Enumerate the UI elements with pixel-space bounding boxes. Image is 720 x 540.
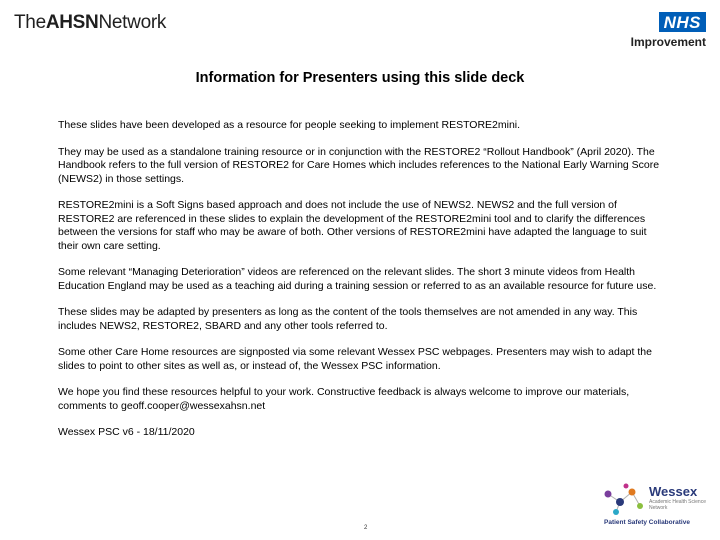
- paragraph-intro: These slides have been developed as a resource for people seeking to implement RESTORE2mini.: [58, 119, 521, 131]
- ahsn-network-logo: [14, 12, 166, 34]
- paragraph-usage: They may be used as a standalone training resource or in conjunction with the RESTORE2 “Rollout Handbook” (April 2020). The Handbook refers to the full version of RESTORE2 for Care Homes which includes references to the National Early Warning Score (NEWS2) in those settings.: [58, 145, 660, 185]
- wessex-logo-subtitle: Academic Health Science Network: [649, 499, 706, 511]
- nhs-improvement-logo: [610, 12, 706, 49]
- ahsn-logo-ahsn: AHSN: [45, 12, 99, 33]
- paragraph-adaptation: These slides may be adapted by presenters as long as the content of the tools themselves are not amended in any way. This includes NEWS2, RESTORE2, SBARD and any other tools referred to.: [58, 306, 638, 332]
- paragraph-feedback: We hope you find these resources helpful to your work. Constructive feedback is always welcome to improve our materials, comments to geoff.cooper@wessexahsn.net: [58, 386, 630, 412]
- wessex-dots-icon: [600, 480, 648, 518]
- ahsn-logo-network: Network: [98, 12, 167, 33]
- presenter-info-body: [58, 119, 668, 453]
- wessex-logo-name: Wessex: [649, 484, 698, 499]
- paragraph-resources: Some other Care Home resources are signposted via some relevant Wessex PSC webpages. Presenters may wish to adapt the slides to point to other sites as well as, or instead of, the Wessex PSC information.: [58, 346, 652, 372]
- page-title: Information for Presenters using this slide deck: [195, 70, 525, 86]
- nhs-logo-box: NHS: [659, 12, 706, 32]
- ahsn-logo-the: The: [14, 12, 46, 33]
- paragraph-videos: Some relevant “Managing Deterioration” videos are referenced on the relevant slides. The short 3 minute videos from Health Education England may be used as a teaching aid during a training session or referred to as an available resource for future use.: [58, 266, 657, 292]
- nhs-improvement-text: Improvement: [630, 35, 706, 49]
- wessex-psc-logo: [600, 480, 710, 532]
- paragraph-version: Wessex PSC v6 - 18/11/2020: [58, 426, 195, 438]
- wessex-logo-collaborative: Patient Safety Collaborative: [604, 519, 690, 526]
- paragraph-soft-signs: RESTORE2mini is a Soft Signs based approach and does not include the use of NEWS2. NEWS2 and the full version of RESTORE2 are referenced in these slides to explain the development of the RESTORE2mini tool and to clarify the differences between the versions for staff who may be aware of both. Other versions of RESTORE2mini have adapted the language to suit their own care setting.: [58, 199, 647, 252]
- page-number: 2: [364, 525, 368, 531]
